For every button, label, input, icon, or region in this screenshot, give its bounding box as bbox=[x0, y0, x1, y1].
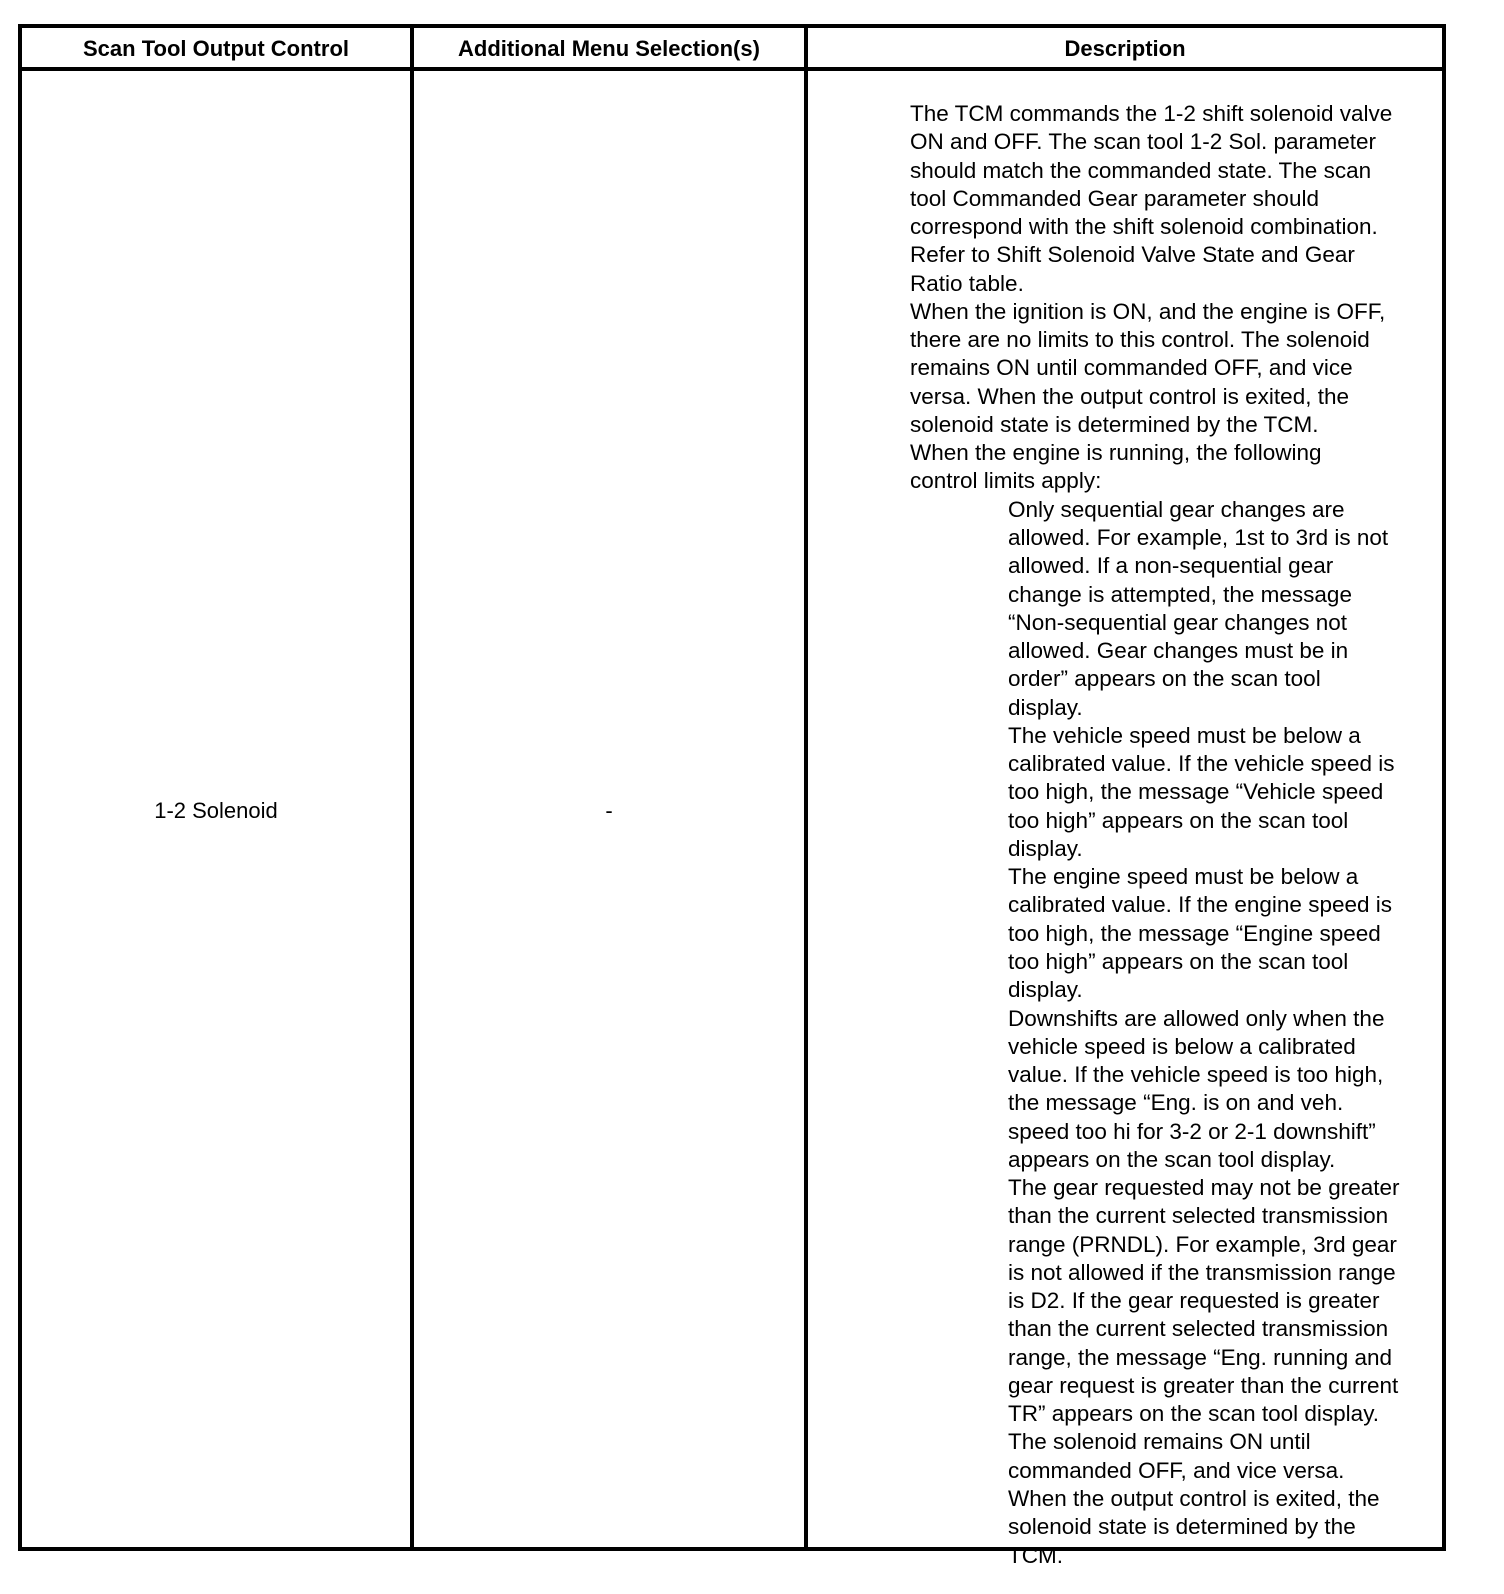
description-line: Only sequential gear changes are bbox=[1008, 496, 1345, 522]
description-line: calibrated value. If the engine speed is bbox=[1008, 892, 1393, 918]
description-line: too high” appears on the scan tool bbox=[1008, 948, 1349, 974]
description-line: TR” appears on the scan tool display. bbox=[1008, 1401, 1380, 1427]
description-line: allowed. Gear changes must be in bbox=[1008, 638, 1349, 664]
description-line: appears on the scan tool display. bbox=[1008, 1146, 1336, 1172]
description-cell bbox=[910, 100, 1400, 1570]
description-line: calibrated value. If the vehicle speed is bbox=[1008, 751, 1395, 777]
description-line: The gear requested may not be greater bbox=[1008, 1175, 1400, 1201]
description-limit-item bbox=[910, 1174, 1400, 1428]
description-paragraph bbox=[910, 439, 1400, 496]
description-line: When the ignition is ON, and the engine is OFF, bbox=[910, 298, 1386, 324]
description-line: Downshifts are allowed only when the bbox=[1008, 1005, 1385, 1031]
description-line: The TCM commands the 1-2 shift solenoid valve bbox=[910, 101, 1393, 126]
description-line: The solenoid remains ON until bbox=[1008, 1429, 1311, 1455]
header-description: Description bbox=[1064, 36, 1186, 61]
menu-selection-cell: - bbox=[605, 798, 613, 823]
description-line: the message “Eng. is on and veh. bbox=[1008, 1090, 1344, 1116]
description-paragraph bbox=[910, 298, 1400, 439]
description-line: too high, the message “Vehicle speed bbox=[1008, 779, 1384, 805]
description-line: value. If the vehicle speed is too high, bbox=[1008, 1062, 1384, 1088]
column-divider bbox=[804, 28, 808, 1547]
column-divider bbox=[410, 28, 414, 1547]
description-limit-item bbox=[910, 496, 1400, 722]
description-line: too high” appears on the scan tool bbox=[1008, 807, 1349, 833]
description-line: display. bbox=[1008, 694, 1083, 720]
description-line: remains ON until commanded OFF, and vice bbox=[910, 355, 1353, 381]
description-limit-item bbox=[910, 1428, 1400, 1569]
description-line: display. bbox=[1008, 977, 1083, 1003]
description-line: is D2. If the gear requested is greater bbox=[1008, 1288, 1380, 1314]
description-line: order” appears on the scan tool bbox=[1008, 666, 1321, 692]
description-line: The engine speed must be below a bbox=[1008, 864, 1359, 890]
description-line: allowed. For example, 1st to 3rd is not bbox=[1008, 524, 1389, 550]
description-line: correspond with the shift solenoid combination. bbox=[910, 214, 1378, 240]
description-line: “Non-sequential gear changes not bbox=[1008, 609, 1347, 635]
description-line: allowed. If a non-sequential gear bbox=[1008, 553, 1334, 579]
output-control-cell: 1-2 Solenoid bbox=[154, 798, 278, 823]
description-line: tool Commanded Gear parameter should bbox=[910, 185, 1319, 211]
header-scan-tool-output-control: Scan Tool Output Control bbox=[83, 36, 349, 61]
description-line: control limits apply: bbox=[910, 468, 1102, 494]
output-control-table bbox=[18, 24, 1446, 1568]
description-line: Refer to Shift Solenoid Valve State and Gear bbox=[910, 242, 1355, 268]
description-line: is not allowed if the transmission range bbox=[1008, 1259, 1396, 1285]
description-line: When the engine is running, the following bbox=[910, 440, 1322, 466]
description-line: solenoid state is determined by the bbox=[1008, 1514, 1356, 1540]
description-line: commanded OFF, and vice versa. bbox=[1008, 1457, 1345, 1483]
description-line: range, the message “Eng. running and bbox=[1008, 1344, 1393, 1370]
description-limit-item bbox=[910, 722, 1400, 863]
description-line: too high, the message “Engine speed bbox=[1008, 920, 1381, 946]
description-line: versa. When the output control is exited, the bbox=[910, 383, 1349, 409]
description-line: display. bbox=[1008, 835, 1083, 861]
header-divider bbox=[22, 67, 1442, 71]
description-line: solenoid state is determined by the TCM. bbox=[910, 411, 1319, 437]
description-line: there are no limits to this control. The solenoid bbox=[910, 327, 1370, 353]
description-line: change is attempted, the message bbox=[1008, 581, 1352, 607]
description-line: than the current selected transmission bbox=[1008, 1203, 1389, 1229]
description-paragraph bbox=[910, 100, 1400, 298]
description-line: gear request is greater than the current bbox=[1008, 1372, 1399, 1398]
description-line: The vehicle speed must be below a bbox=[1008, 722, 1361, 748]
description-line: than the current selected transmission bbox=[1008, 1316, 1389, 1342]
description-line: vehicle speed is below a calibrated bbox=[1008, 1033, 1356, 1059]
description-line: speed too hi for 3-2 or 2-1 downshift” bbox=[1008, 1118, 1376, 1144]
description-limit-item bbox=[910, 863, 1400, 1004]
description-limit-item bbox=[910, 1005, 1400, 1175]
header-additional-menu-selections: Additional Menu Selection(s) bbox=[458, 36, 760, 61]
description-line: range (PRNDL). For example, 3rd gear bbox=[1008, 1231, 1397, 1257]
description-line: ON and OFF. The scan tool 1-2 Sol. parameter bbox=[910, 129, 1377, 155]
description-line: TCM. bbox=[1008, 1542, 1063, 1568]
description-line: When the output control is exited, the bbox=[1008, 1486, 1380, 1512]
description-line: should match the commanded state. The scan bbox=[910, 157, 1372, 183]
description-line: Ratio table. bbox=[910, 270, 1024, 296]
